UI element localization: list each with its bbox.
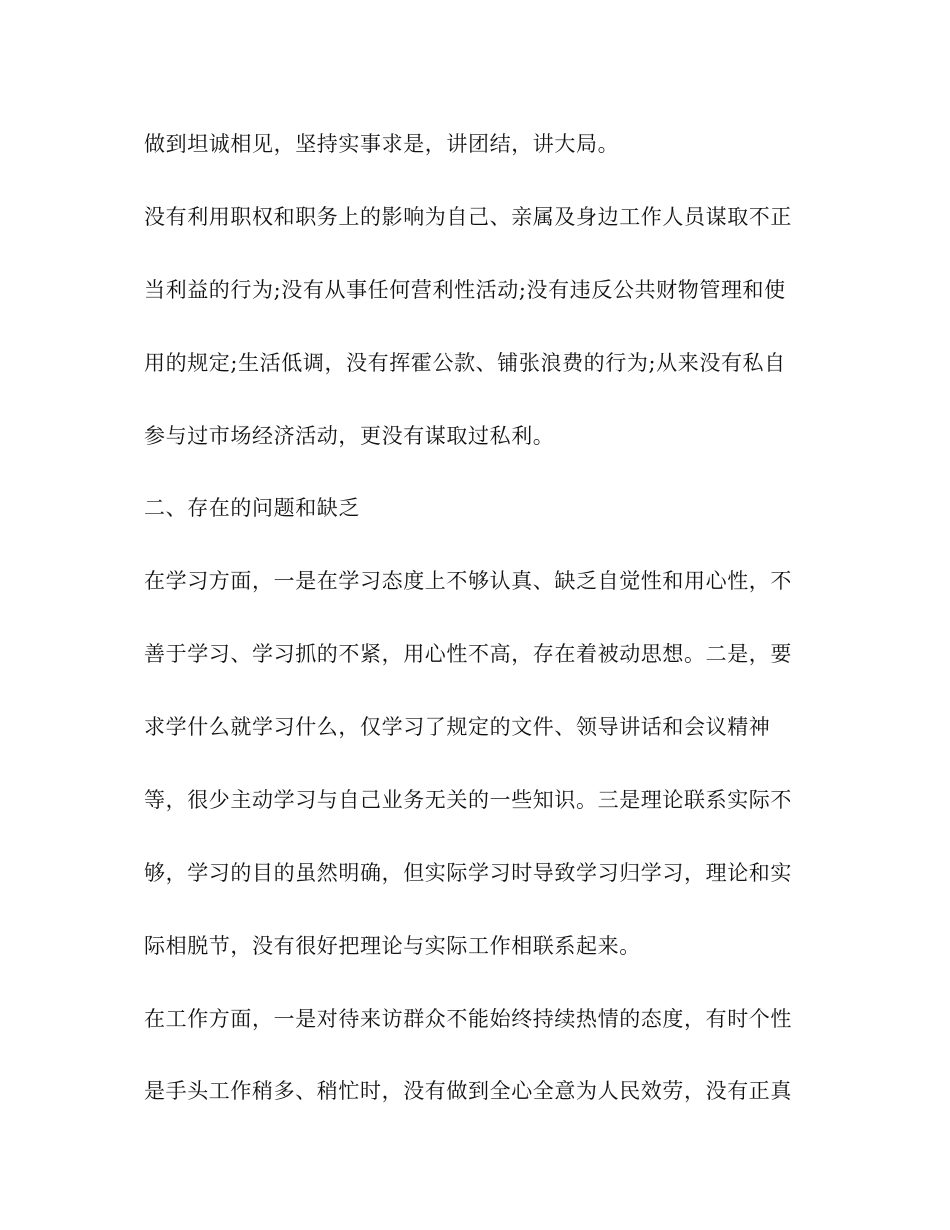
section-heading: 二、存在的问题和缺乏 xyxy=(144,496,360,520)
text-line: 等，很少主动学习与自己业务无关的一些知识。三是理论联系实际不 xyxy=(144,788,792,812)
text-line: 够，学习的目的虽然明确，但实际学习时导致学习归学习，理论和实 xyxy=(144,861,792,885)
text-line: 做到坦诚相见，坚持实事求是，讲团结，讲大局。 xyxy=(144,132,620,156)
text-line: 当利益的行为;没有从事任何营利性活动;没有违反公共财物管理和使 xyxy=(144,278,786,302)
text-line: 是手头工作稍多、稍忙时，没有做到全心全意为人民效劳，没有正真 xyxy=(144,1079,792,1103)
text-line: 在工作方面，一是对待来访群众不能始终持续热情的态度，有时个性 xyxy=(144,1007,792,1031)
text-line: 用的规定;生活低调，没有挥霍公款、铺张浪费的行为;从来没有私自 xyxy=(144,351,786,375)
text-line: 求学什么就学习什么，仅学习了规定的文件、领导讲话和会议精神 xyxy=(144,715,771,739)
text-line: 善于学习、学习抓的不紧，用心性不高，存在着被动思想。二是，要 xyxy=(144,642,792,666)
text-line: 际相脱节，没有很好把理论与实际工作相联系起来。 xyxy=(144,934,641,958)
text-line: 在学习方面，一是在学习态度上不够认真、缺乏自觉性和用心性，不 xyxy=(144,569,792,593)
text-line: 参与过市场经济活动，更没有谋取过私利。 xyxy=(144,424,555,448)
text-line: 没有利用职权和职务上的影响为自己、亲属及身边工作人员谋取不正 xyxy=(144,205,792,229)
